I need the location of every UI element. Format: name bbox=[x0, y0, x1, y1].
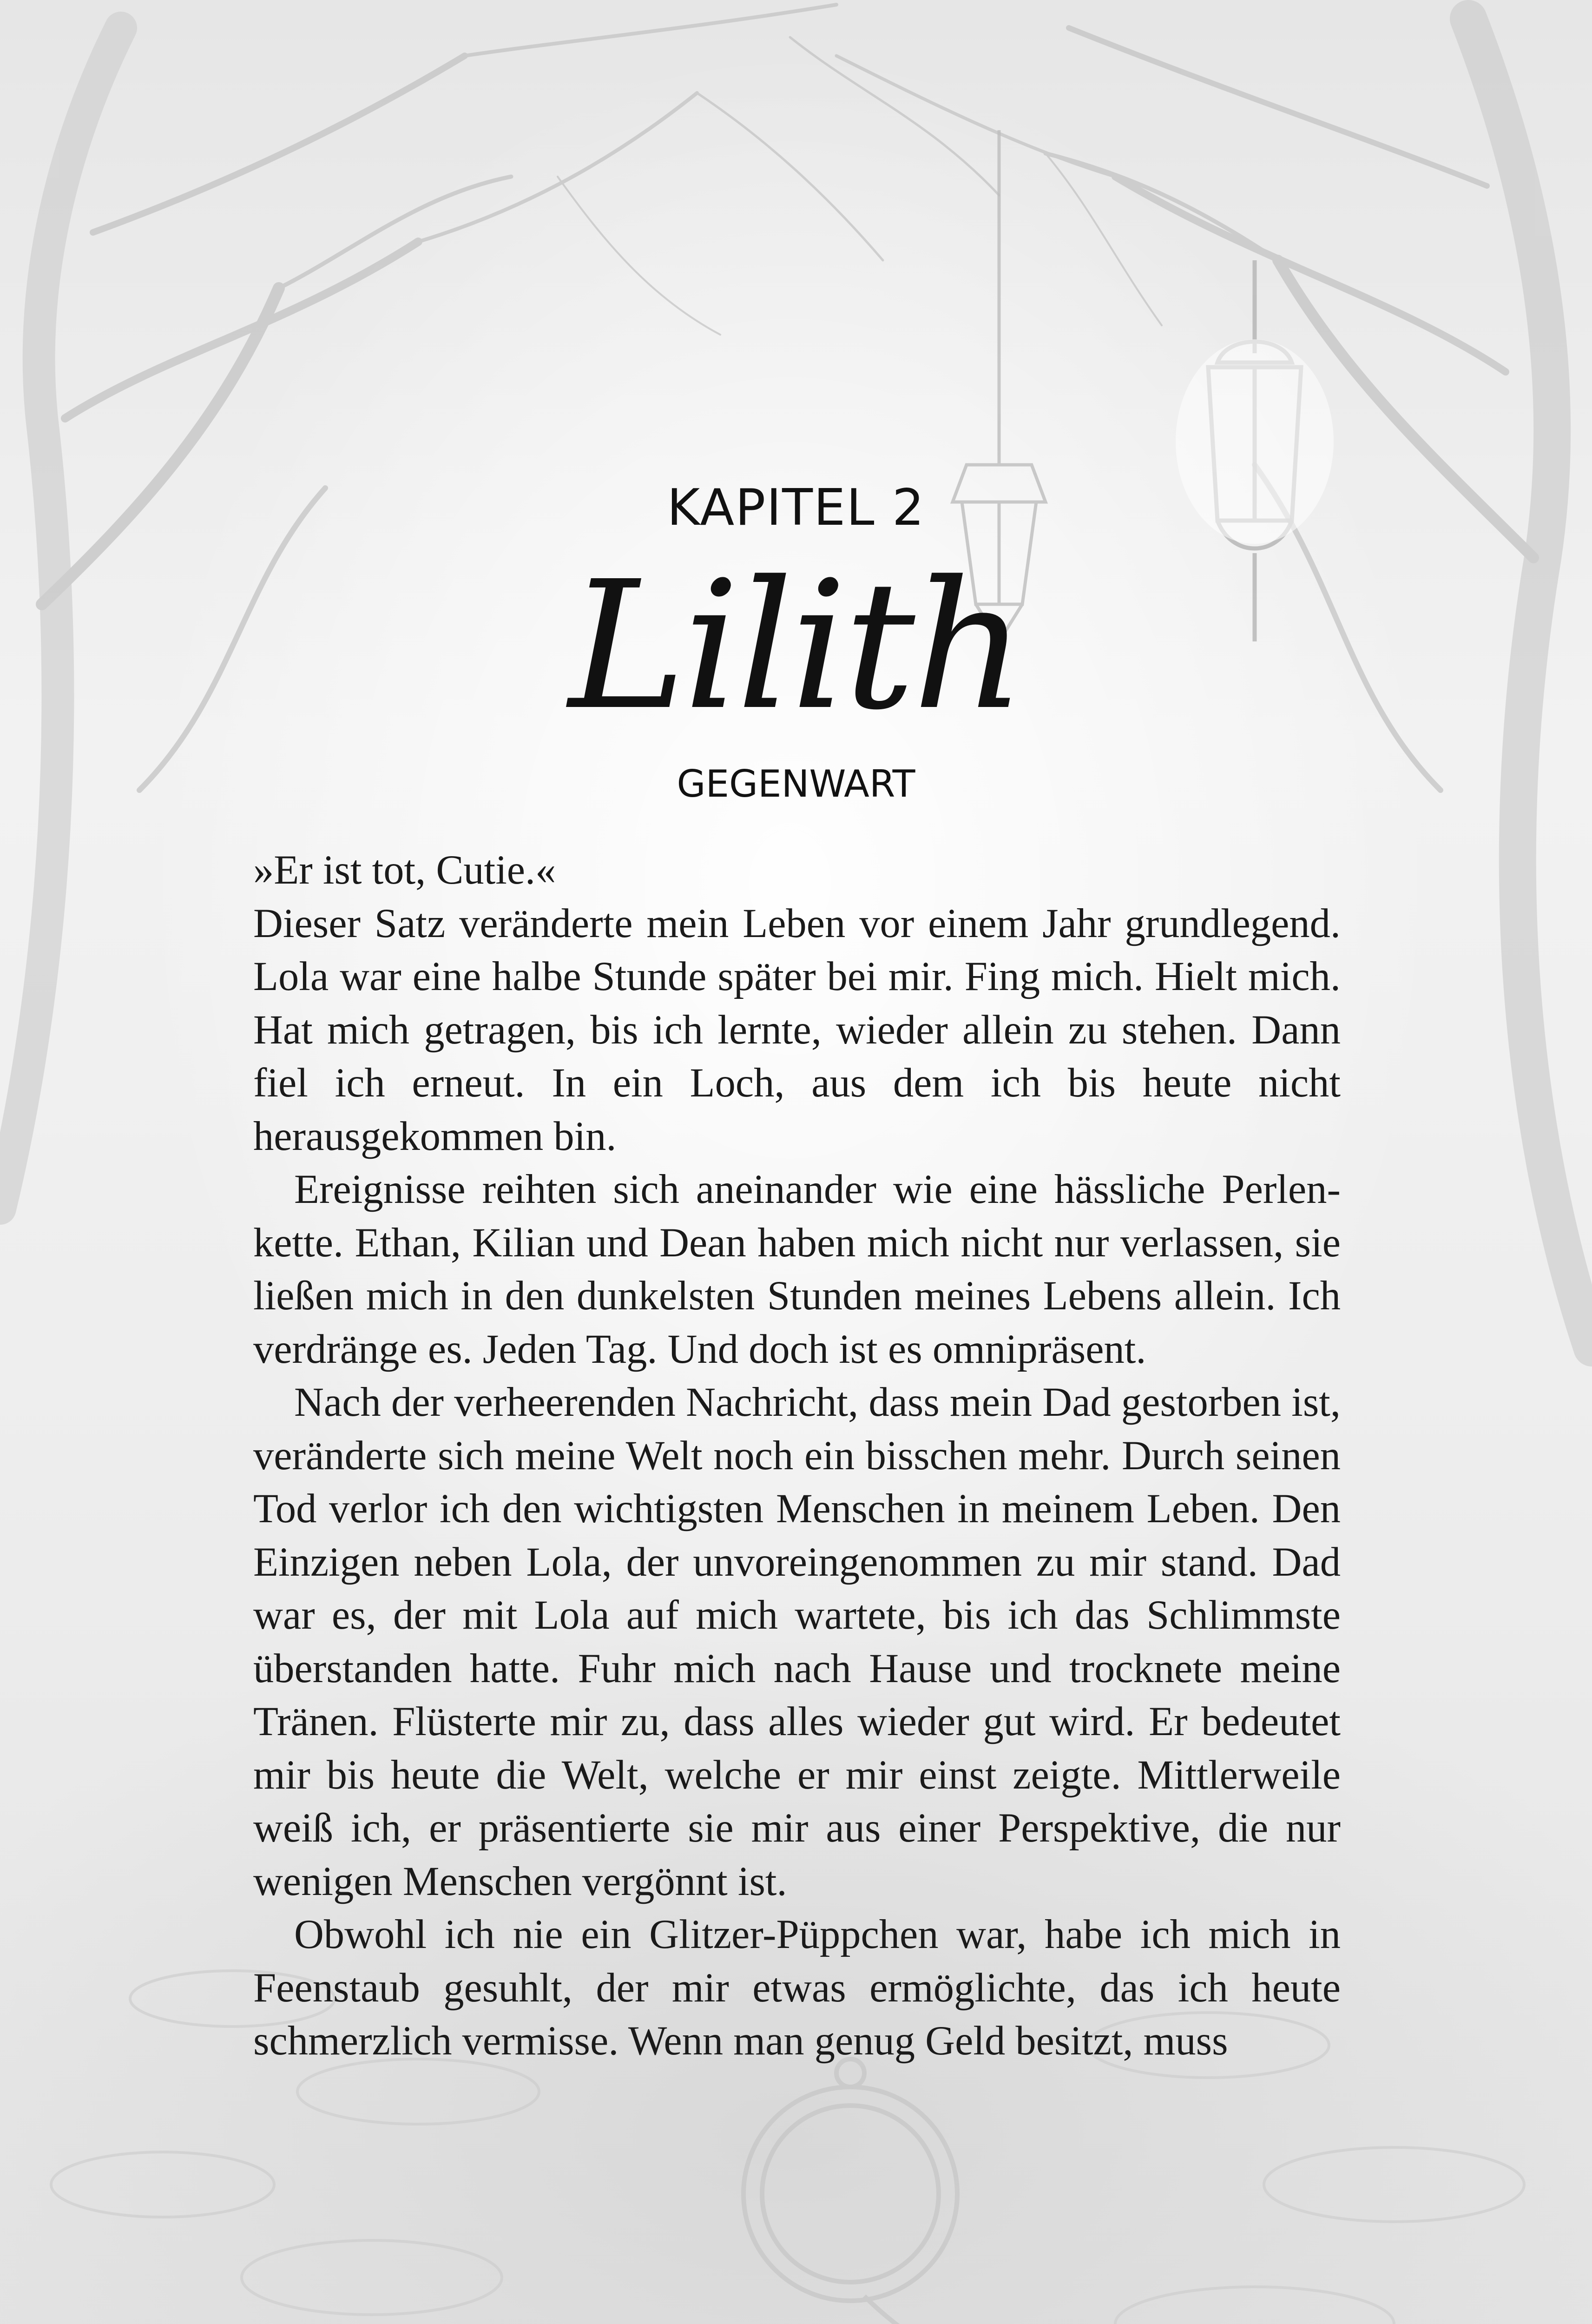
chapter-time-label: GEGENWART bbox=[677, 762, 915, 805]
chapter-title: Lilith bbox=[568, 543, 1024, 749]
paragraph-3: Ereignisse reihten sich aneinander wie eine hässliche Perlenkette. Ethan, Kilian und Dean haben mich nicht nur verlassen, sie ließen mich in den dunkelsten Stunden meines Lebens allein. Ich verdränge es. Jeden Tag. Und doch ist es omnipräsent. bbox=[253, 1167, 1341, 1372]
paragraph-5: Obwohl ich nie ein Glitzer-Püppchen war, habe ich mich in Feenstaub gesuhlt, der mir etwas ermöglichte, das ich heute schmerzlich vermisse. Wenn man genug Geld besitzt, muss bbox=[253, 1912, 1341, 2064]
chapter-body bbox=[253, 844, 1341, 2068]
paragraph-2: Dieser Satz veränderte mein Leben vor einem Jahr grundlegend. Lola war eine halbe Stunde später bei mir. Fing mich. Hielt mich. Hat mich getragen, bis ich lernte, wieder allein zu stehen. Dann fiel ich erneut. In ein Loch, aus dem ich bis heute nicht herausgekommen bin. bbox=[253, 900, 1341, 1159]
paragraph-1: »Er ist tot, Cutie.« bbox=[253, 847, 556, 893]
chapter-number: KAPITEL 2 bbox=[667, 479, 925, 537]
paragraph-4: Nach der verheerenden Nachricht, dass mein Dad gestorben ist, veränderte sich meine Welt noch ein bisschen mehr. Durch seinen Tod verlor ich den wichtigsten Menschen in meinem Leben. Den Einzigen neben Lola, der unvoreingenommen zu mir stand. Dad war es, der mit Lola auf mich wartete, bis ich das Schlimmste überstanden hatte. Fuhr mich nach Hause und trocknete meine Tränen. Flüsterte mir zu, dass alles wieder gut wird. Er bedeutet mir bis heute die Welt, welche er mir einst zeigte. Mittlerweile weiß ich, er präsentierte sie mir aus einer Perspektive, die nur wenigen Menschen vergönnt ist. bbox=[253, 1380, 1341, 1904]
